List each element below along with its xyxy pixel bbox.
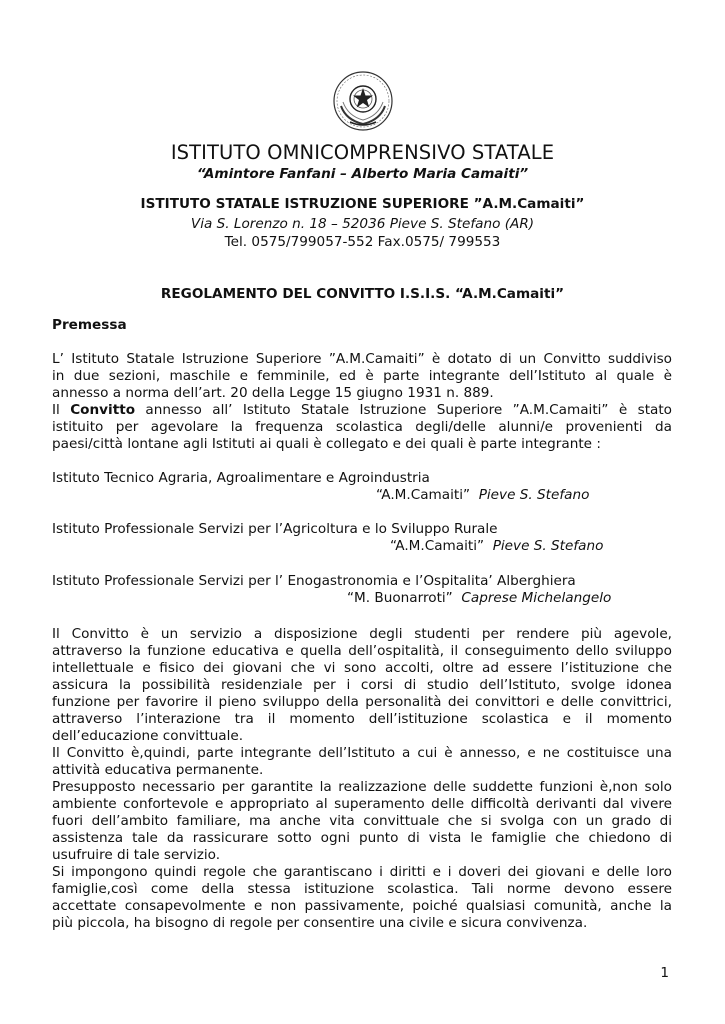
school-address: Via S. Lorenzo n. 18 – 52036 Pieve S. Stefano (AR) [190, 216, 535, 232]
paragraph-line: ambiente confortevole e appropriato al superamento delle difficoltà derivanti dal vivere [52, 796, 672, 812]
bold-term: Convitto [70, 402, 136, 418]
school-entry-place: Caprese Michelangelo [461, 590, 612, 606]
school-entry-ref: “A.M.Camaiti” [376, 487, 471, 503]
text-span: Il [52, 402, 71, 418]
paragraph-line: Si impongono quindi regole che garantiscano i diritti e i doveri dei giovani e delle loro [52, 864, 672, 880]
document-title: REGOLAMENTO DEL CONVITTO I.S.I.S. “A.M.Camaiti” [160, 286, 565, 302]
paragraph-line: attraverso la funzione educativa e quella dell’ospitalità, il conseguimento dello sviluppo [52, 643, 672, 659]
paragraph-line: istituito per agevolare la frequenza scolastica degli/delle alunni/e provenienti da [52, 419, 672, 435]
paragraph-line: attività educativa permanente. [52, 762, 264, 778]
school-entry-place: Pieve S. Stefano [478, 487, 590, 503]
paragraph-line: usufruire di tale servizio. [52, 847, 221, 863]
paragraph-line: Presupposto necessario per garantite la realizzazione delle suddette funzioni è,non solo [52, 779, 672, 795]
school-phone-fax: Tel. 0575/799057-552 Fax.0575/ 799553 [224, 234, 501, 250]
paragraph-line: in due sezioni, maschile e femminile, ed è parte integrante dell’Istituto al quale è [52, 368, 672, 384]
school-entry-location [390, 538, 603, 554]
page-number: 1 [660, 965, 669, 981]
paragraph-line: Il Convitto è,quindi, parte integrante dell’Istituto a cui è annesso, e ne costituisce una [52, 745, 672, 761]
paragraph-line: più piccola, ha bisogno di regole per consentire una civile e sicura convivenza. [52, 915, 588, 931]
paragraph-line: dell’educazione convittuale. [52, 728, 244, 744]
italian-republic-emblem-icon [332, 70, 394, 132]
school-entry-place: Pieve S. Stefano [492, 538, 604, 554]
paragraph-line: accettate consapevolmente e non passivamente, poiché qualsiasi comunità, anche la [52, 898, 672, 914]
school-entry-name: Istituto Professionale Servizi per l’ Enogastronomia e l’Ospitalita’ Alberghiera [52, 573, 576, 589]
school-entry-name: Istituto Tecnico Agraria, Agroalimentare e Agroindustria [52, 470, 430, 486]
section-heading: Premessa [52, 317, 127, 333]
school-entry-location [347, 590, 611, 606]
paragraph-line: funzione per favorire il pieno sviluppo della personalità dei convittori e delle convittrici, [52, 694, 672, 710]
institute-title: ISTITUTO OMNICOMPRENSIVO STATALE [170, 141, 555, 164]
paragraph-line: assistenza tale da rassicurare sotto ogni punto di vista le famiglie che chiedono di [52, 830, 672, 846]
paragraph-line: L’ Istituto Statale Istruzione Superiore ”A.M.Camaiti” è dotato di un Convitto suddiviso [52, 351, 672, 367]
paragraph-line: annesso a norma dell’art. 20 della Legge 15 giugno 1931 n. 889. [52, 385, 494, 401]
school-entry-name: Istituto Professionale Servizi per l’Agricoltura e lo Sviluppo Rurale [52, 521, 498, 537]
paragraph-line: paesi/città lontane agli Istituti ai quali è collegato e dei quali è parte integrante : [52, 436, 601, 452]
text-span: annesso all’ Istituto Statale Istruzione Superiore ”A.M.Camaiti” è stato [135, 402, 672, 418]
paragraph-line: Il Convitto è un servizio a disposizione degli studenti per rendere più agevole, [52, 626, 672, 642]
institute-subtitle: “Amintore Fanfani – Alberto Maria Camaiti” [196, 166, 529, 182]
paragraph-line: attraverso l’interazione tra il momento dell’istituzione scolastica e il momento [52, 711, 672, 727]
paragraph-line: famiglie,così come della stessa istituzione scolastica. Tali norme devono essere [52, 881, 672, 897]
paragraph-line: fuori dell’ambito familiare, ma anche vita convittuale che si svolga con un grado di [52, 813, 672, 829]
school-entry-ref: “M. Buonarroti” [347, 590, 453, 606]
school-entry-location [376, 487, 589, 503]
paragraph-line: assicura la possibilità residenziale per i corsi di studio dell’Istituto, svolge idonea [52, 677, 672, 693]
paragraph-line: intellettuale e fisico dei giovani che vi sono accolti, oltre ad essere l’istituzione che [52, 660, 672, 676]
paragraph-line [52, 402, 672, 419]
school-name: ISTITUTO STATALE ISTRUZIONE SUPERIORE ”A.M.Camaiti” [140, 196, 585, 212]
school-entry-ref: “A.M.Camaiti” [390, 538, 485, 554]
